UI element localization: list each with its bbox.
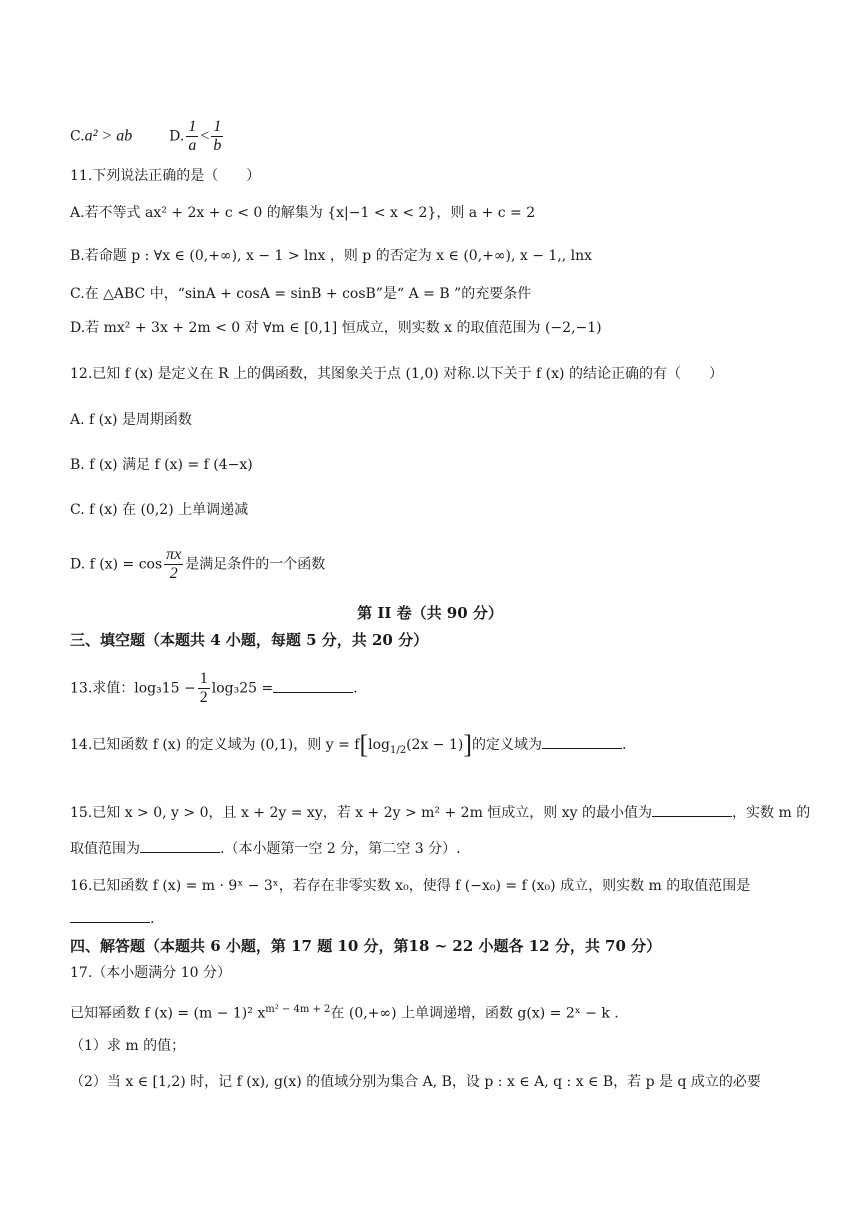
q12-option-c: C. f (x) 在 (0,2) 上单调递减 xyxy=(70,502,249,518)
q10-option-d-frac-right: $\frac{1}{b}$ xyxy=(213,118,222,154)
q14-log-base: 1/2 xyxy=(389,744,407,756)
part2-title: 第 II 卷（共 90 分） xyxy=(357,604,503,622)
q12-option-b: B. f (x) 满足 f (x) = f (4−x) xyxy=(70,457,253,473)
q12-option-d-frac: $\frac{\pi x}{2}$ xyxy=(166,546,182,582)
q10-options xyxy=(70,118,225,155)
q13-prefix: 13.求值：log₃15 − xyxy=(70,680,196,697)
section4-title: 四、解答题（本题共 6 小题，第 17 题 10 分，第18 ~ 22 小题各 12 分，共 70 分） xyxy=(70,937,662,955)
q15-line1 xyxy=(70,802,810,823)
q16-line2-suffix: . xyxy=(150,911,155,927)
q16-blank[interactable] xyxy=(70,908,150,923)
q14-left-bracket: [ xyxy=(359,730,369,759)
q11-option-b: B.若命题 p : ∀x ∈ (0,+∞), x − 1 > lnx ，则 p 的否定为 x ∈ (0,+∞), x − 1,, lnx xyxy=(70,248,593,264)
q12-stem: 12.已知 f (x) 是定义在 R 上的偶函数，其图象关于点 (1,0) 对称.以下关于 f (x) 的结论正确的有（ ） xyxy=(70,366,723,382)
q17-stem-exponent: m² − 4m + 2 xyxy=(265,1004,331,1015)
q13-blank[interactable] xyxy=(273,678,353,693)
q16-line2 xyxy=(70,908,154,929)
q11-option-c: C.在 △ABC 中，“sinA + cosA = sinB + cosB”是“ A = B ”的充要条件 xyxy=(70,286,532,302)
q17-part2: （2）当 x ∈ [1,2) 时，记 f (x), g(x) 的值域分别为集合 A, B，设 p : x ∈ A, q : x ∈ B，若 p 是 q 成立的必要 xyxy=(70,1074,761,1090)
q14-end: . xyxy=(622,737,627,753)
q13 xyxy=(70,670,358,707)
q12-option-d xyxy=(70,546,325,583)
q15-blank1[interactable] xyxy=(652,802,732,817)
q17-header: 17.（本小题满分 10 分） xyxy=(70,965,231,981)
q17-part1: （1）求 m 的值； xyxy=(70,1038,186,1054)
q15-line1-text: 15.已知 x > 0, y > 0，且 x + 2y = xy，若 x + 2y > m² + 2m 恒成立，则 xy 的最小值为 xyxy=(70,805,653,821)
q13-suffix: log₃25 = xyxy=(211,680,274,697)
q14-blank[interactable] xyxy=(542,734,622,749)
q11-stem: 11.下列说法正确的是（ ） xyxy=(70,168,261,184)
q14-arg: (2x − 1) xyxy=(406,737,464,753)
q17-stem-suffix: 在 (0,+∞) 上单调递增，函数 g(x) = 2ˣ − k . xyxy=(330,1005,619,1022)
q10-option-d-label: D. xyxy=(169,128,185,145)
q15-line1-mid: ，实数 m 的 xyxy=(732,805,811,821)
q10-option-c-expr: a² > ab xyxy=(84,127,133,145)
q10-option-d-frac-left: $\frac{1}{a}$ xyxy=(188,118,197,154)
q13-frac: $\frac{1}{2}$ xyxy=(199,670,208,706)
q12-option-d-prefix: D. f (x) = cos xyxy=(70,556,163,573)
q16-line1: 16.已知函数 f (x) = m · 9ˣ − 3ˣ，若存在非零实数 x₀，使得 f (−x₀) = f (x₀) 成立，则实数 m 的取值范围是 xyxy=(70,878,751,894)
q13-end: . xyxy=(353,680,358,697)
q11-option-d: D.若 mx² + 3x + 2m < 0 对 ∀m ∈ [0,1] 恒成立，则实数 x 的取值范围为 (−2,−1) xyxy=(70,320,602,336)
q15-line2-suffix: .（本小题第一空 2 分，第二空 3 分）. xyxy=(220,841,461,857)
q15-blank2[interactable] xyxy=(140,838,220,853)
q14-suffix: 的定义域为 xyxy=(472,737,543,753)
q12-option-a: A. f (x) 是周期函数 xyxy=(70,412,192,428)
q15-line2-prefix: 取值范围为 xyxy=(70,841,140,857)
section3-title: 三、填空题（本题共 4 小题，每题 5 分，共 20 分） xyxy=(70,631,429,649)
q17-stem-prefix: 已知幂函数 f (x) = (m − 1)² x xyxy=(70,1005,266,1022)
q14-prefix: 14.已知函数 f (x) 的定义域为 (0,1)，则 y = f xyxy=(70,737,360,753)
q15-line2 xyxy=(70,838,461,859)
q10-option-d-op: < xyxy=(200,127,210,145)
q12-option-d-suffix: 是满足条件的一个函数 xyxy=(185,556,326,573)
q10-option-c-label: C. xyxy=(70,128,85,145)
q17-stem xyxy=(70,1000,619,1024)
q11-option-a: A.若不等式 ax² + 2x + c < 0 的解集为 {x|−1 < x < 2}，则 a + c = 2 xyxy=(70,205,536,221)
q14-right-bracket: ] xyxy=(463,730,473,759)
q14-log: log xyxy=(368,737,390,753)
q14 xyxy=(70,730,627,761)
